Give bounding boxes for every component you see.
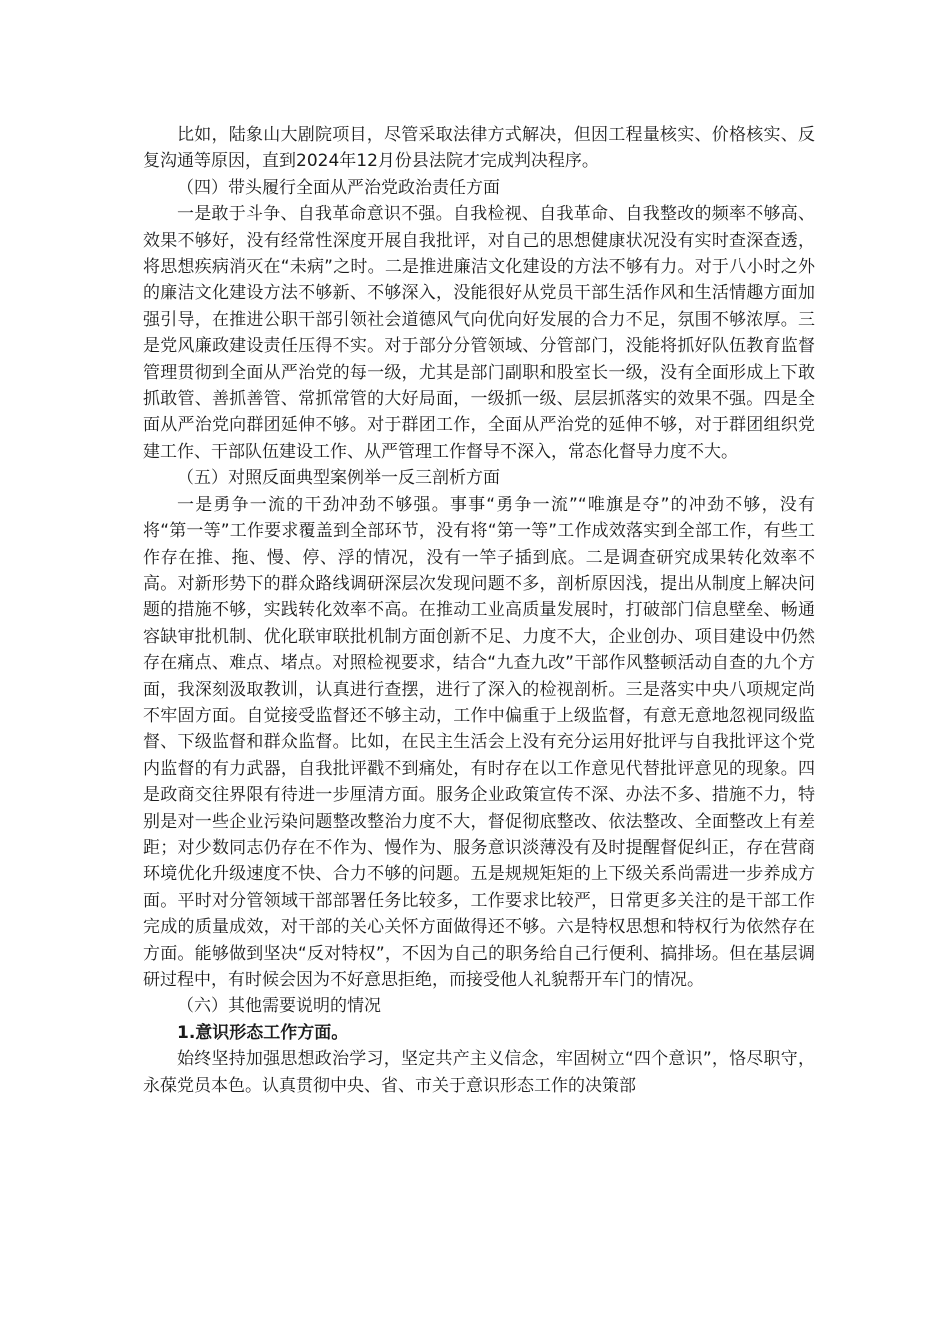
paragraph-section-4: 一是敢于斗争、自我革命意识不强。自我检视、自我革命、自我整改的频率不够高、效果不够好，没有经常性深度开展自我批评，对自己的思想健康状况没有实时查深查透，将思想疾病消灭在“未病”之时。二是推进廉洁文化建设的方法不够有力。对于八小时之外的廉洁文化建设方法不够新、不够深入，没能很好从党员干部生活作风和生活情趣方面加强引导，在推进公职干部引领社会道德风气向优向好发展的合力不足，氛围不够浓厚。三是党风廉政建设责任压得不实。对于部分分管领域、分管部门，没能将抓好队伍教育监督管理贯彻到全面从严治党的每一级，尤其是部门副职和股室长一级，没有全面形成上下敢抓敢管、善抓善管、常抓常管的大好局面，一级抓一级、层层抓落实的效果不强。四是全面从严治党向群团延伸不够。对于群团工作，全面从严治党的延伸不够，对于群团组织党建工作、干部队伍建设工作、从严管理工作督导不深入，常态化督导力度不大。	[143, 204, 815, 462]
section-heading-4: （四）带头履行全面从严治党政治责任方面	[177, 177, 500, 198]
section-heading-5: （五）对照反面典型案例举一反三剖析方面	[177, 468, 500, 489]
paragraph-case-example: 比如，陆象山大剧院项目，尽管采取法律方式解决，但因工程量核实、价格核实、反复沟通等原因，直到2024年12月份县法院才完成判决程序。	[143, 125, 815, 172]
section-heading-6: （六）其他需要说明的情况	[177, 996, 381, 1017]
document-body	[143, 122, 815, 1099]
paragraph-section-5: 一是勇争一流的干劲冲劲不够强。事事“勇争一流”“唯旗是夺”的冲劲不够，没有将“第一等”工作要求覆盖到全部环节，没有将“第一等”工作成效落实到全部工作，有些工作存在推、拖、慢、停、浮的情况，没有一竿子插到底。二是调查研究成果转化效率不高。对新形势下的群众路线调研深层次发现问题不多，剖析原因浅，提出从制度上解决问题的措施不够，实践转化效率不高。在推动工业高质量发展时，打破部门信息壁垒、畅通容缺审批机制、优化联审联批机制方面创新不足、力度不大，企业创办、项目建设中仍然存在痛点、难点、堵点。对照检视要求，结合“九查九改”干部作风整顿活动自查的九个方面，我深刻汲取教训，认真进行查摆，进行了深入的检视剖析。三是落实中央八项规定尚不牢固方面。自觉接受监督还不够主动，工作中偏重于上级监督，有意无意地忽视同级监督、下级监督和群众监督。比如，在民主生活会上没有充分运用好批评与自我批评这个党内监督的有力武器，自我批评戳不到痛处，有时存在以工作意见代替批评意见的现象。四是政商交往界限有待进一步厘清方面。服务企业政策宣传不深、办法不多、措施不力，特别是对一些企业污染问题整改整治力度不大，督促彻底整改、依法整改、全面整改上有差距；对少数同志仍存在不作为、慢作为、服务意识淡薄没有及时提醒督促纠正，存在营商环境优化升级速度不快、合力不够的问题。五是规规矩矩的上下级关系尚需进一步养成方面。平时对分管领域干部部署任务比较多，工作要求比较严，日常更多关注的是干部工作完成的质量成效，对干部的关心关怀方面做得还不够。六是特权思想和特权行为依然存在方面。能够做到坚决“反对特权”，不因为自己的职务给自己行便利、搞排场。但在基层调研过程中，有时候会因为不好意思拒绝，而接受他人礼貌帮开车门的情况。	[143, 494, 815, 990]
subsection-heading-1: 1.意识形态工作方面。	[177, 1022, 349, 1043]
paragraph-ideology: 始终坚持加强思想政治学习，坚定共产主义信念，牢固树立“四个意识”，恪尽职守，永葆党员本色。认真贯彻中央、省、市关于意识形态工作的决策部	[143, 1049, 815, 1096]
